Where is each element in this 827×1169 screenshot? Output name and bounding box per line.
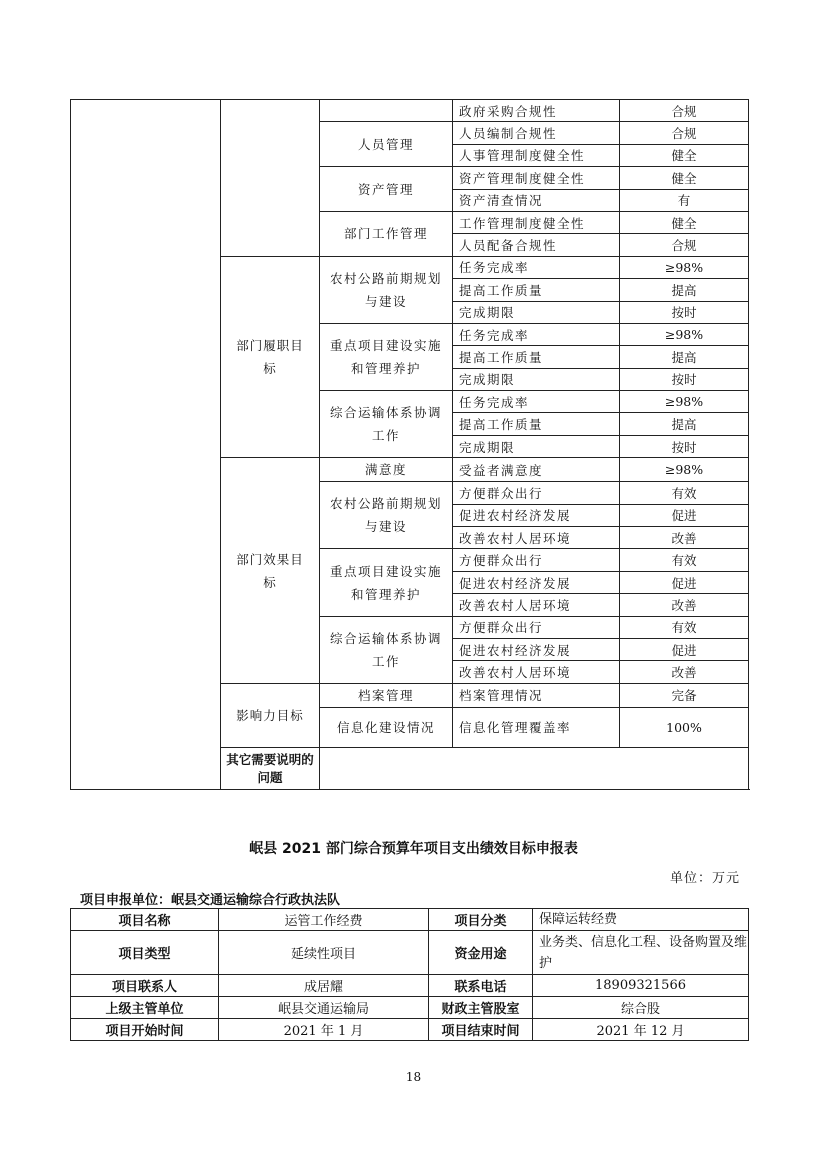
indicator-metric: 资产管理制度健全性 xyxy=(453,167,620,189)
indicator-value: 完备 xyxy=(620,683,749,707)
indicator-metric: 提高工作质量 xyxy=(453,346,620,368)
table-spacer-cell xyxy=(221,100,320,257)
indicator-metric: 任务完成率 xyxy=(453,391,620,413)
indicator-value: 按时 xyxy=(620,301,749,323)
indicator-metric: 完成期限 xyxy=(453,301,620,323)
indicator-metric: 改善农村人居环境 xyxy=(453,661,620,683)
indicator-value: 提高 xyxy=(620,413,749,435)
page-number: 18 xyxy=(405,1070,422,1084)
phone-label: 联系电话 xyxy=(429,975,533,997)
project-category-label: 项目分类 xyxy=(429,909,533,931)
other-issues-label: 其它需要说明的问题 xyxy=(221,747,320,789)
indicator-metric: 方便群众出行 xyxy=(453,482,620,504)
indicator-value: 健全 xyxy=(620,167,749,189)
end-time-value: 2021 年 12 月 xyxy=(533,1019,749,1041)
indicator-value: 提高 xyxy=(620,346,749,368)
indicator-metric: 资产清查情况 xyxy=(453,189,620,211)
indicator-value: ≥98% xyxy=(620,323,749,345)
indicator-value: 改善 xyxy=(620,527,749,549)
project-name-label: 项目名称 xyxy=(71,909,219,931)
indicator-group: 档案管理 xyxy=(320,683,453,707)
indicator-value: 改善 xyxy=(620,594,749,616)
indicator-value: 促进 xyxy=(620,504,749,526)
indicator-metric: 档案管理情况 xyxy=(453,683,620,707)
project-type-value: 延续性项目 xyxy=(219,931,429,975)
indicator-metric: 提高工作质量 xyxy=(453,279,620,301)
indicator-metric: 促进农村经济发展 xyxy=(453,504,620,526)
indicator-metric: 方便群众出行 xyxy=(453,549,620,571)
indicator-metric: 提高工作质量 xyxy=(453,413,620,435)
indicator-metric: 促进农村经济发展 xyxy=(453,571,620,593)
indicator-group: 重点项目建设实施和管理养护 xyxy=(320,549,453,616)
indicator-value: 促进 xyxy=(620,571,749,593)
project-type-label: 项目类型 xyxy=(71,931,219,975)
indicator-value: 有 xyxy=(620,189,749,211)
indicator-value: 合规 xyxy=(620,122,749,144)
indicator-metric: 改善农村人居环境 xyxy=(453,594,620,616)
indicator-group: 信息化建设情况 xyxy=(320,707,453,747)
indicator-value: 改善 xyxy=(620,661,749,683)
contact-value: 成居耀 xyxy=(219,975,429,997)
funds-use-label: 资金用途 xyxy=(429,931,533,975)
indicator-value: 有效 xyxy=(620,482,749,504)
dept-duty-goal-label: 部门履职目标 xyxy=(221,256,320,458)
indicator-metric: 方便群众出行 xyxy=(453,616,620,638)
table-spacer-cell xyxy=(71,100,221,790)
project-category-value: 保障运转经费 xyxy=(533,909,749,931)
indicator-group: 重点项目建设实施和管理养护 xyxy=(320,323,453,390)
start-time-value: 2021 年 1 月 xyxy=(219,1019,429,1041)
indicator-group: 资产管理 xyxy=(320,167,453,212)
start-time-label: 项目开始时间 xyxy=(71,1019,219,1041)
dept-effect-goal-label: 部门效果目标 xyxy=(221,458,320,684)
indicator-metric: 改善农村人居环境 xyxy=(453,527,620,549)
indicator-group: 综合运输体系协调工作 xyxy=(320,391,453,458)
indicator-metric: 完成期限 xyxy=(453,435,620,457)
indicator-metric: 人员配备合规性 xyxy=(453,234,620,256)
indicator-value: 按时 xyxy=(620,368,749,390)
finance-office-value: 综合股 xyxy=(533,997,749,1019)
indicator-metric: 促进农村经济发展 xyxy=(453,638,620,660)
indicator-metric: 人事管理制度健全性 xyxy=(453,144,620,166)
indicator-value: 有效 xyxy=(620,616,749,638)
indicator-value: 提高 xyxy=(620,279,749,301)
indicator-value: 100% xyxy=(620,707,749,747)
indicator-metric: 信息化管理覆盖率 xyxy=(453,707,620,747)
superior-unit-value: 岷县交通运输局 xyxy=(219,997,429,1019)
funds-use-value: 业务类、信息化工程、设备购置及维护 xyxy=(533,931,749,975)
indicator-metric: 政府采购合规性 xyxy=(453,100,620,122)
indicator-metric: 受益者满意度 xyxy=(453,458,620,482)
indicator-metric: 任务完成率 xyxy=(453,256,620,278)
indicator-value: 合规 xyxy=(620,100,749,122)
indicator-metric: 工作管理制度健全性 xyxy=(453,211,620,233)
indicator-value: 按时 xyxy=(620,435,749,457)
indicator-value: ≥98% xyxy=(620,391,749,413)
phone-value: 18909321566 xyxy=(533,975,749,997)
project-name-value: 运管工作经费 xyxy=(219,909,429,931)
indicator-value: ≥98% xyxy=(620,256,749,278)
finance-office-label: 财政主管股室 xyxy=(429,997,533,1019)
indicator-group: 人员管理 xyxy=(320,122,453,167)
indicator-value: 健全 xyxy=(620,211,749,233)
superior-unit-label: 上级主管单位 xyxy=(71,997,219,1019)
contact-label: 项目联系人 xyxy=(71,975,219,997)
indicator-value: ≥98% xyxy=(620,458,749,482)
indicator-group: 部门工作管理 xyxy=(320,211,453,256)
influence-goal-label: 影响力目标 xyxy=(221,683,320,747)
indicator-value: 促进 xyxy=(620,638,749,660)
applicant-unit: 项目申报单位：岷县交通运输综合行政执法队 xyxy=(80,893,341,908)
unit-label: 单位：万元 xyxy=(669,871,740,886)
indicator-value: 合规 xyxy=(620,234,749,256)
indicator-group: 农村公路前期规划与建设 xyxy=(320,256,453,323)
indicator-group: 农村公路前期规划与建设 xyxy=(320,482,453,549)
indicator-value: 有效 xyxy=(620,549,749,571)
table-spacer-cell xyxy=(320,100,453,122)
performance-indicator-table xyxy=(70,99,749,790)
indicator-group: 综合运输体系协调工作 xyxy=(320,616,453,683)
project-info-table xyxy=(70,908,749,1041)
indicator-metric: 任务完成率 xyxy=(453,323,620,345)
end-time-label: 项目结束时间 xyxy=(429,1019,533,1041)
other-issues-content xyxy=(320,747,749,789)
form-title: 岷县 2021 部门综合预算年项目支出绩效目标申报表 xyxy=(249,841,578,857)
indicator-metric: 完成期限 xyxy=(453,368,620,390)
indicator-metric: 人员编制合规性 xyxy=(453,122,620,144)
indicator-value: 健全 xyxy=(620,144,749,166)
indicator-group: 满意度 xyxy=(320,458,453,482)
